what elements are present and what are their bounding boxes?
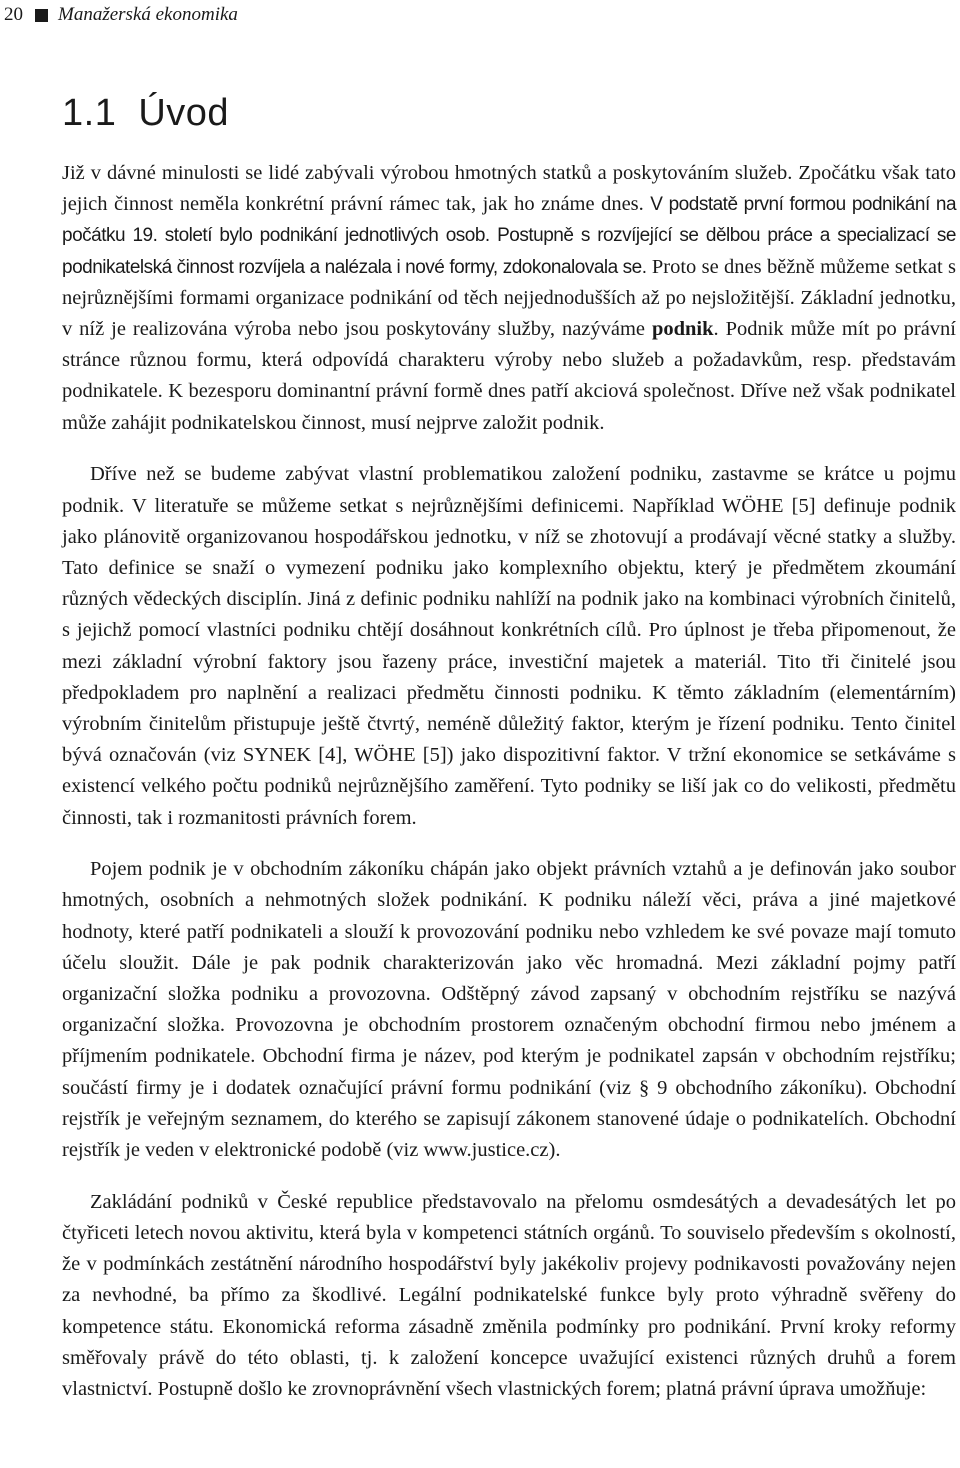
paragraph-1-part-b: V podstatě první formou podnikání na počátku 19. století bylo podnikání jednotlivých osob. Postupně s rozvíjející se dělbou práce a specializací se podnikatelská činnost rozvíjela a nalézala i nové formy, zdokonalovala se. [62, 194, 957, 278]
running-head [4, 4, 238, 26]
paragraph-3: Pojem podnik je v obchodním zákoníku chápán jako objekt právních vztahů a je definován jako soubor hmotných, osobních a nehmotných složek podnikání. K podniku náleží věci, práva a jiné majetkové hodnoty, které patří podnikateli a slouží k provozování podniku nebo vzhledem ke své povaze mají tomuto účelu sloužit. Dále je pak podnik charakterizován jako věc hromadná. Mezi základní pojmy patří organizační složka podniku a provozovna. Odštěpný závod zapsaný v obchodním rejstříku se nazývá organizační složka. Provozovna je obchodním prostorem označeným obchodní firmou nebo jménem a příjmením podnikatele. Obchodní firma je název, pod kterým je podnikatel zapsán v obchodním rejstříku; součástí firmy je i dodatek označující právní formu podnikání (viz § 9 obchodního zákoníku). Obchodní rejstřík je veřejným seznamem, do kterého se zapisují zákonem stanovené údaje o podnikatelích. Obchodní rejstřík je veden v elektronické podobě (viz www.justice.cz). [62, 858, 956, 1162]
paragraph-4: Zakládání podniků v České republice představovalo na přelomu osmdesátých a devadesátých let po čtyřiceti letech novou aktivitu, která byla v kompetenci státních orgánů. To souviselo především s okolností, že v podmínkách zestátnění národního hospodářství byly jakékoliv projevy podnikavosti považovány nejen za nevhodné, ba přímo za škodlivé. Legální podnikatelské funkce byly proto výhradně svěřeny do kompetence státu. Ekonomická reforma zásadně změnila podmínky pro podnikání. První kroky reformy směřovaly právě do této oblasti, tj. k založení koncepce uvažující existenci různých druhů a forem vlastnictví. Postupně došlo ke zrovnoprávnění všech vlastnických forem; platná právní úprava umožňuje: [62, 1190, 956, 1401]
square-bullet-icon [35, 9, 48, 22]
book-title: Manažerská ekonomika [58, 4, 238, 25]
paragraph-1 [62, 158, 956, 439]
body-text [62, 158, 956, 1426]
page-number: 20 [4, 4, 23, 25]
paragraph-1-part-d: . Podnik může mít po právní stránce různou formu, která odpovídá charakteru výroby nebo služeb a požadavkům, resp. představám podnikatele. K bezesporu dominantní právní formě dnes patří akciová společnost. Dříve než však podnikatel může zahájit podnikatelskou činnost, musí nejprve založit podnik. [62, 318, 956, 434]
section-heading [62, 92, 229, 135]
paragraph-1-part-a: Již v dávné minulosti se lidé zabývali výrobou hmotných statků a poskytováním služeb. Zpočátku však tato jejich činnost neměla konkrétní právní rámec tak, jak ho známe dnes. [62, 162, 956, 216]
paragraph-1-part-c: Proto se dnes běžně můžeme setkat s nejrůznějšími formami organizace podnikání od těch nejjednodušších až po nejsložitější. Základní jednotku, v níž je realizována výroba nebo jsou poskytovány služby, nazýváme [62, 255, 957, 341]
section-number: 1.1 [62, 92, 117, 134]
section-title: Úvod [138, 92, 230, 134]
term-podnik: podnik [651, 318, 714, 341]
paragraph-2: Dříve než se budeme zabývat vlastní problematikou založení podniku, zastavme se krátce u pojmu podnik. V literatuře se můžeme setkat s nejrůznějšími definicemi. Například WÖHE [5] definuje podnik jako plánovitě organizovanou hospodářskou jednotku, v níž se zhotovují a prodávají věcné statky a služby. Tato definice se snaží o vymezení podniku jako komplexního objektu, který je předmětem zkoumání různých vědeckých disciplín. Jiná z definic podniku nahlíží na podnik jako na kombinaci výrobních činitelů, s jejichž pomocí vlastníci podniku chtějí dosáhnout konkrétních cílů. Pro úplnost je třeba připomenout, že mezi základní výrobní faktory jsou řazeny práce, investiční majetek a materiál. Tito tři činitelé jsou předpokladem pro naplnění a realizaci předmětu činnosti podniku. K těmto základním (elementárním) výrobním činitelům přistupuje ještě čtvrtý, neméně důležitý faktor, kterým je řízení podniku. Tento činitel bývá označován (viz SYNEK [4], WÖHE [5]) jako dispozitivní faktor. V tržní ekonomice se setkáváme s existencí velkého počtu podniků nejrůznějšího zaměření. Tyto podniky se liší jak co do velikosti, předmětu činnosti, tak i rozmanitosti právních forem. [62, 463, 956, 829]
